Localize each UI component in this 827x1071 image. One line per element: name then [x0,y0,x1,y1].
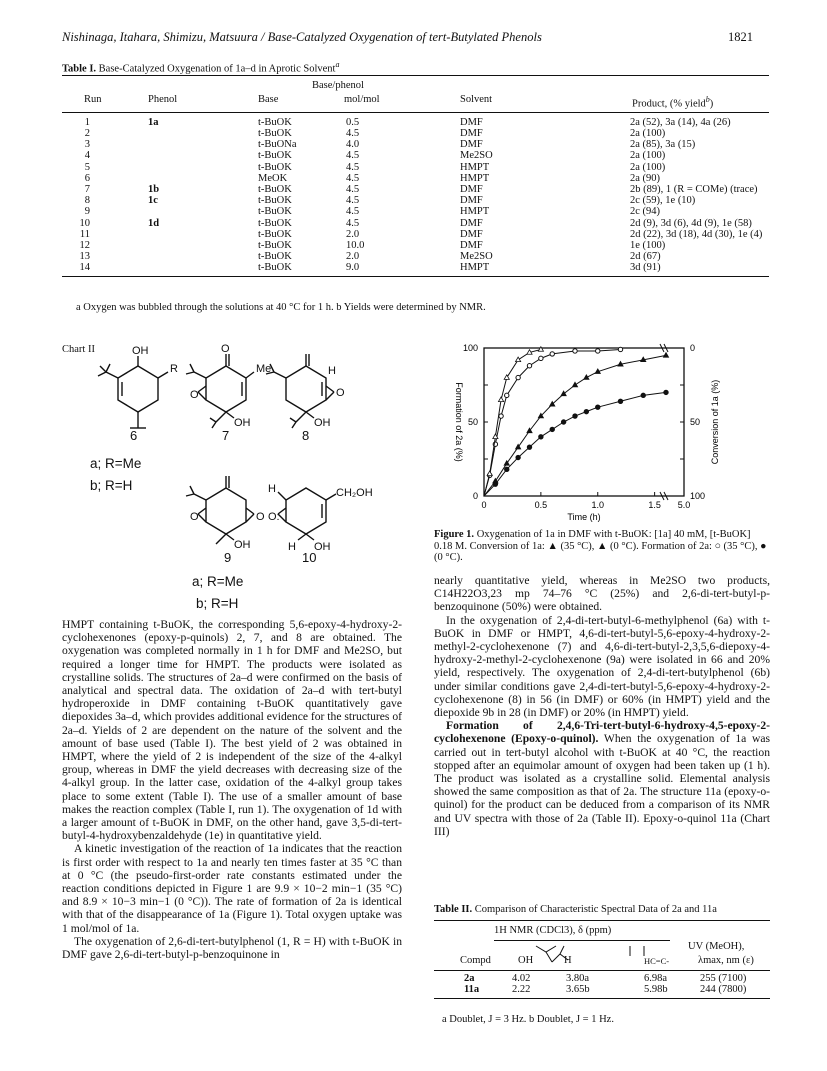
table1-mid-rule [62,112,769,113]
y-axis-label: Formation of 2a (%) [454,382,464,462]
series-line [484,355,666,496]
figure1-marks [484,347,669,496]
figure1-caption [434,529,770,564]
table1-header [62,94,769,110]
plot-frame [484,348,684,496]
table2-col-uv: λmax, nm (ε) [698,955,754,966]
table2-footnote: a Doublet, J = 3 Hz. b Doublet, J = 1 Hz. [442,1014,614,1025]
paragraph: A kinetic investigation of the reaction of 1a indicates that the reaction is first order with respect to 1a and nearly ten times faster at 35 °C than at 0 °C (the pseudo-first-order rate constants estimated under the reaction conditions depicted in Figure 1 are 9.9 × 10−2 min−1 (35 °C) and 8.9 × 10−3 min−1 (0 °C)). The rate of formation of 2a is identical with that of the disappearance of 1a (Figure 1). Total oxygen uptake was 1 mol/mol of 1a. [62,842,402,935]
table1-header-group: Base/phenol [312,80,364,91]
data-point [561,391,566,396]
table-cell: 9 [84,206,90,218]
table-cell: 6 [84,172,90,184]
table-cell: t-BuOK [258,161,292,173]
table-cell: 13 [79,251,90,263]
table-cell: 4.5 [346,150,360,162]
table-cell: 1c [148,195,158,207]
data-point [505,393,509,397]
x-tick-label: 0 [481,500,487,510]
table-cell: t-BuOK [258,217,292,229]
table1-col-base: Base [258,94,279,105]
table-cell: 2a [464,973,475,984]
table-cell: 244 (7800) [700,984,747,995]
table2-rows [434,973,770,995]
data-point [527,445,531,449]
chart2-label: Chart II [62,344,95,355]
data-point [539,435,543,439]
y-tick-label-right: 50 [690,417,701,427]
table2-title-label: Table II. [434,904,473,915]
y-axis-label-right: Conversion of 1a (%) [710,379,720,465]
table-cell: 2a (100) [630,127,666,139]
table1-col-product-note: b [705,95,710,104]
table-cell: 1 [84,116,90,128]
table-cell [126,229,206,240]
atom-label: OH [132,345,149,357]
table1-col-product-label: Product, (% yield [632,98,706,110]
table-cell: DMF [460,183,483,195]
atom-label: O [221,343,230,355]
data-point [664,390,668,394]
table-cell [126,162,206,173]
table2-header [434,955,770,966]
atom-label: Me [256,363,272,375]
structure-labels [132,343,373,553]
section-heading: Formation of 2,4,6-Tri-tert-butyl-6-hydroxy-4,5-epoxy-2-cyclohexenone (Epoxy-o-quinol). [434,719,770,746]
table-cell: Me2SO [460,150,493,162]
table1-col-phenol: Phenol [148,94,178,105]
data-point [596,349,600,353]
section-paragraph [434,719,770,838]
atom-label: H [268,483,276,495]
atom-label: CH₂OH [336,487,373,499]
data-point [618,399,622,403]
table-cell: 255 (7100) [700,973,747,984]
data-point [573,414,577,418]
chart2-legend-a: a; R=Me [90,456,142,471]
table1-footnote: a Oxygen was bubbled through the solutions at 40 °C for 1 h. b Yields were determined by NMR. [76,302,486,313]
left-column [62,618,402,961]
table-row [62,251,769,262]
atom-label: O [256,511,265,523]
table-cell [126,240,206,251]
structure-10 [278,488,336,540]
table-cell: 2d (22), 3d (18), 4d (30), 1e (4) [630,228,763,240]
table1-bottom-rule [62,276,769,277]
compound-number-9: 9 [224,550,232,565]
table-cell: 3d (91) [630,262,661,274]
data-point [596,405,600,409]
table-cell: 4.5 [346,183,360,195]
table-cell: DMF [460,228,483,240]
compound-number-8: 8 [302,428,310,443]
compound-number-6: 6 [130,428,138,443]
table-cell: t-BuOK [258,228,292,240]
data-point [550,352,554,356]
table-cell [126,262,206,273]
table-cell: t-BuOK [258,183,292,195]
table1-col-run: Run [84,94,102,105]
table1-col-product: Product, (% yield$^b$) [632,95,714,110]
data-point [498,397,503,402]
series-line [484,349,541,496]
paragraph: The oxygenation of 2,6-di-tert-butylphenol (1, R = H) with t-BuOK in DMF gave 2,6-di-tert-butyl-p-benzoquinone in [62,934,402,962]
table1-col-ratio: mol/mol [344,94,380,105]
table2-body [434,973,770,995]
atom-label: OH [314,541,331,553]
table-cell: DMF [460,239,483,251]
table1-title-label: Table I. [62,63,97,75]
table-cell: 4.0 [346,139,360,151]
table-row [62,139,769,150]
table1-title-text: Base-Catalyzed Oxygenation of 1a–d in Aprotic Solvent [96,63,336,75]
table-cell: 4.5 [346,217,360,229]
table-cell: HMPT [460,172,490,184]
atom-label: O [190,511,199,523]
table-cell: 2d (9), 3d (6), 4d (9), 1e (58) [630,217,752,229]
table-cell: 2d (67) [630,251,661,263]
table-cell: 10 [79,217,90,229]
table-row [62,240,769,251]
table-cell: 3.65b [566,984,590,995]
table-cell: 12 [79,239,90,251]
table-cell: 3 [84,139,90,151]
y-tick-label: 0 [472,491,478,501]
table-cell: 9.0 [346,262,360,274]
table-row [62,195,769,206]
data-point [663,353,668,358]
table2 [434,955,770,999]
table-cell [126,139,206,150]
table-cell: t-BuOK [258,116,292,128]
table-cell: 2b (89), 1 (R = COMe) (trace) [630,183,758,195]
table-cell: 10.0 [346,239,365,251]
right-column [434,574,770,838]
table-row [62,117,769,128]
table-row [62,173,769,184]
y-tick-label-right: 100 [690,491,706,501]
compound-number-7: 7 [222,428,230,443]
figure1-axes [484,344,684,500]
atom-label: R [170,363,178,375]
table-row [62,206,769,217]
table1-top-rule [62,75,769,76]
figure1-caption-text: Oxygenation of 1a in DMF with t-BuOK: [1a] 40 mM, [t-BuOK] 0.18 M. Conversion of 1a: ▲ (35 °C), ▲ (0 °C). Formation of 2a: ○ (35 °C), ● (0 °C). [434,529,767,564]
table-row [62,218,769,229]
atom-label: O [190,389,199,401]
table2-col-hcc: HC=C- [644,955,670,966]
atom-label: H [328,365,336,377]
table-cell: t-BuOK [258,206,292,218]
table-cell: 6.98a [644,973,668,984]
table-row [62,128,769,139]
table2-uv-group: UV (MeOH), [688,941,745,952]
chart2-legend-a2: a; R=Me [192,574,244,589]
table-cell: 4.02 [512,973,531,984]
table-cell [126,128,206,139]
table-cell [126,206,206,217]
table-row [62,162,769,173]
data-point [550,427,554,431]
table2-title [434,904,717,915]
table-cell: 2c (59), 1e (10) [630,195,696,207]
table-cell: 4.5 [346,161,360,173]
table-cell: 2a (85), 3a (15) [630,139,696,151]
table-cell: t-BuOK [258,127,292,139]
data-point [505,467,509,471]
table2-col-h: H [564,955,572,966]
table-row [62,150,769,161]
data-point [561,420,565,424]
table-row [62,184,769,195]
table-cell: 2.0 [346,251,360,263]
data-point [572,382,577,387]
x-tick-label: 5.0 [677,500,691,510]
table-cell: t-BuOK [258,262,292,274]
x-tick-label: 1.5 [648,500,661,510]
table-cell: DMF [460,195,483,207]
y-tick-label: 100 [462,343,478,353]
table-cell: 14 [79,262,90,274]
table-cell: DMF [460,139,483,151]
table1-title-note: a [335,60,340,69]
atom-label: OH [234,417,251,429]
table2-bottom-rule [434,998,770,999]
chart2-legend-b: b; R=H [90,478,133,493]
table-cell: 3.80a [566,973,590,984]
table-cell: 2c (94) [630,206,661,218]
table-cell: 0.5 [346,116,360,128]
table-cell: 4.5 [346,206,360,218]
table-cell: 7 [84,183,90,195]
series-line [484,392,666,496]
table-cell: 8 [84,195,90,207]
figure1-labels [454,343,720,522]
table-cell: 2a (100) [630,161,666,173]
figure1-chart [432,336,732,526]
atom-label: O [336,387,345,399]
chart2-structures [66,338,426,608]
structure-6 [98,356,168,428]
data-point [573,349,577,353]
table-cell: 1d [148,217,160,229]
table-cell: 11 [79,228,90,240]
table-cell: t-BuOK [258,150,292,162]
paragraph: nearly quantitative yield, whereas in Me2SO two products, C14H22O3,23 mp 74–76 °C (25%) and 2,6-di-tert-butyl-p-benzoquinone (50%) were obtained. [434,574,770,614]
table-cell: 2 [84,127,90,139]
x-tick-label: 1.0 [591,500,605,510]
data-point [539,356,543,360]
table-cell: 5.98b [644,984,668,995]
table-cell: 4.5 [346,127,360,139]
table-cell: 2a (100) [630,150,666,162]
data-point [516,375,520,379]
table-cell: 11a [464,984,480,995]
table-row [62,262,769,273]
table-cell: HMPT [460,206,490,218]
table1-title [62,60,339,75]
table2-col-compd: Compd [460,955,491,966]
table1-grid [62,94,769,110]
section-text: When the oxygenation of 1a was carried out in tert-butyl alcohol with t-BuOK at 40 °C, the reaction stopped after an equimolar amount of oxygen had been taken up (1 h). The product was isolated as a crystalline solid. Elemental analysis showed the same composition as that of 2a. The structure 11a (epoxy-o-quinol) for the product can be deduced from a comparison of its NMR and UV spectra with those of 2a (Table II). Epoxy-o-quinol 11a (Chart III) [434,732,770,838]
table-cell: 2a (90) [630,172,661,184]
table-row [434,984,770,995]
atom-label: H [288,541,296,553]
data-point [618,347,622,351]
table-cell: 2.22 [512,984,531,995]
table2-top-rule [434,920,770,921]
x-tick-label: 0.5 [534,500,548,510]
table-cell: Me2SO [460,251,493,263]
data-point [527,364,531,368]
table-cell: HMPT [460,262,490,274]
page-number: 1821 [728,30,753,44]
paragraph: In the oxygenation of 2,4-di-tert-butyl-6-methylphenol (6a) with t-BuOK in DMF or HMPT, 4,6-di-tert-butyl-5,6-epoxy-4-hydroxy-2-methyl-2-cyclohexenone (7) and 4,6-di-tert-butyl-2,3,5,6-diepoxy-4-hydroxy-2-methyl-2-cyclohexenone (9a) were isolated in 66 and 20% yield, respectively. The oxygenation of 2,4-di-tert-butylphenol (6b) under similar conditions gave 2,4-di-tert-butyl-5,6-epoxy-4-hydroxy-2-cyclohexenone (8) in 56 (in DMF) or 60% (in HMPT) yield and the diepoxide 9b in 28 (in DMF) or 20% (in HMPT) yield. [434,613,770,720]
table1 [62,94,769,277]
data-point [516,357,521,362]
structure-9 [186,476,254,544]
atom-label: OH [314,417,331,429]
table-cell: 4.5 [346,195,360,207]
figure1-caption-label: Figure 1. [434,529,475,540]
table-cell: 2a (52), 3a (14), 4a (26) [630,116,731,128]
table2-nmr-group: 1H NMR (CDCl3), δ (ppm) [494,925,612,936]
table-cell: 1b [148,183,160,195]
table1-col-solvent: Solvent [460,94,493,105]
table-cell: MeOK [258,172,288,184]
table-row [62,229,769,240]
table-cell: 5 [84,161,90,173]
chart2-legend-b2: b; R=H [196,596,239,611]
table-cell: 1e (100) [630,239,666,251]
running-header: Nishinaga, Itahara, Shimizu, Matsuura / Base-Catalyzed Oxygenation of tert-Butylated Phenols [62,30,542,44]
table1-body [62,117,769,274]
table-cell: t-BuOK [258,251,292,263]
table-cell: DMF [460,116,483,128]
table-cell: t-BuONa [258,139,297,151]
x-axis-label: Time (h) [567,512,601,522]
compound-number-10: 10 [302,550,317,565]
table-cell [126,251,206,262]
table-cell: 4.5 [346,172,360,184]
table2-col-oh: OH [518,955,534,966]
table-cell [126,150,206,161]
paragraph: HMPT containing t-BuOK, the corresponding 5,6-epoxy-4-hydroxy-2-cyclohexenones (epoxy-p-quinols) 2, 7, and 8 are obtained. The oxygenation was completed normally in 1 h for DMF and Me2SO, but required a longer time for HMPT. The products were isolated as crystalline solids. The structures of 2a–d were confirmed on the basis of analytical and spectral data. The oxidation of 2a–d with tert-butyl hydroperoxide in DMF containing t-BuOK quantitatively gave diepoxides 3a–d, which provides additional evidence for the structures of 2a–d. Yields of 2 are dependent on the nature of the solvent and the amount of base used (Table I). The best yield of 2 was obtained in HMPT, where the yield of 2 is independent of the size of the 4-alkyl group, whereas in DMF the yield decreases with decreasing size of the 4-alkyl group. In the latter case, oxidation of the 4-alkyl group takes place to some extent (Table I). The use of a smaller amount of base makes the reaction complex (Table I, run 1). The oxygenation of 1d with a larger amount of t-BuOK in DMF, on the other hand, gave 3,5-di-tert-butyl-4-hydroxybenzaldehyde (1e) in quantitative yield. [62,618,402,843]
table-cell: t-BuOK [258,195,292,207]
data-point [584,409,588,413]
data-point [516,455,520,459]
table2-mid-rule [434,970,770,971]
atom-label: O: [268,511,280,523]
table2-group-rule [494,940,670,941]
table-cell: DMF [460,127,483,139]
y-tick-label: 50 [467,417,478,427]
table-cell: 4 [84,150,90,162]
table-cell: HMPT [460,161,490,173]
y-tick-label-right: 0 [690,343,696,353]
table1-rows [62,117,769,274]
table-cell [126,173,206,184]
table-cell: DMF [460,217,483,229]
data-point [641,393,645,397]
table2-title-text: Comparison of Characteristic Spectral Data of 2a and 11a [472,904,717,915]
table-cell: 1a [148,116,159,128]
atom-label: OH [234,539,251,551]
table-row [434,973,770,984]
data-point [499,414,503,418]
table-cell: t-BuOK [258,239,292,251]
table-cell: 2.0 [346,228,360,240]
